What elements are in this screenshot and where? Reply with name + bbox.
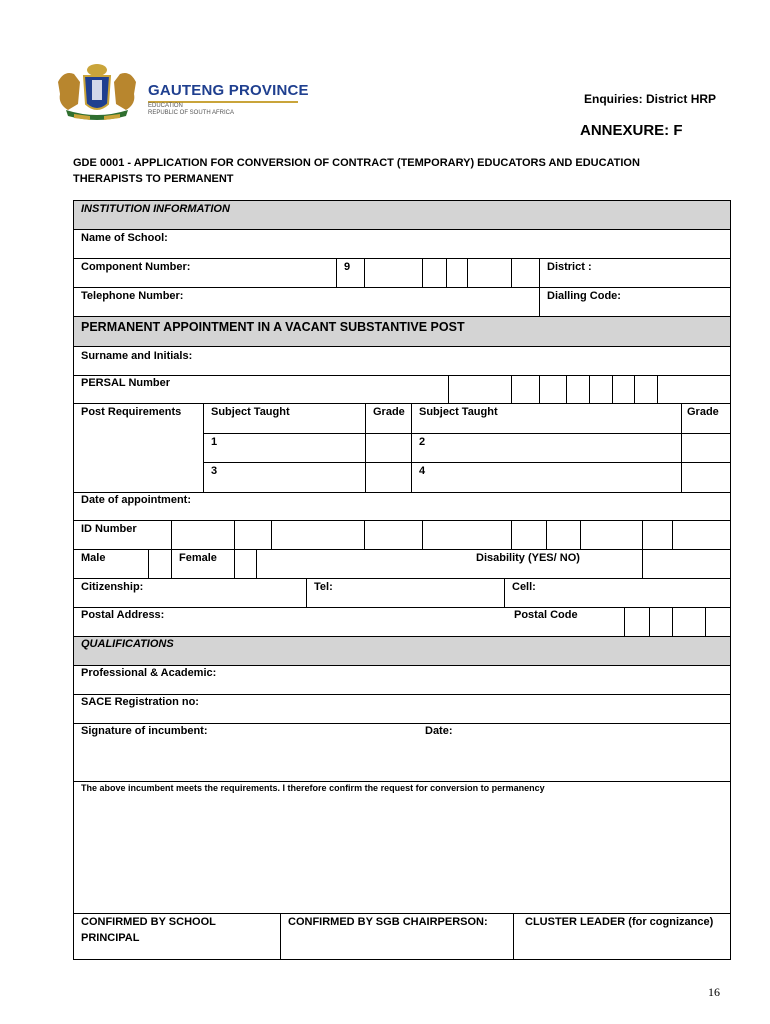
grade-label-2: Grade xyxy=(687,406,719,418)
row-signatories xyxy=(74,914,730,959)
coat-of-arms-icon xyxy=(50,60,145,124)
row-professional[interactable] xyxy=(74,666,730,695)
subject-taught-label-2: Subject Taught xyxy=(419,406,498,418)
tel-label: Tel: xyxy=(314,581,333,593)
cluster-label: CLUSTER LEADER (for cognizance) xyxy=(525,916,714,928)
logo-name: GAUTENG PROVINCE xyxy=(148,82,309,99)
row-postal-address[interactable] xyxy=(74,608,730,637)
component-number-label: Component Number: xyxy=(81,261,191,273)
row-surname[interactable] xyxy=(74,347,730,376)
sgb-label: CONFIRMED BY SGB CHAIRPERSON: xyxy=(288,916,488,928)
male-label: Male xyxy=(81,552,106,564)
sgb-signature-box[interactable] xyxy=(513,914,514,959)
logo-line2: REPUBLIC OF SOUTH AFRICA xyxy=(148,110,235,116)
logo-line1: EDUCATION xyxy=(148,103,183,109)
surname-label: Surname and Initials: xyxy=(81,350,193,362)
name-of-school-label: Name of School: xyxy=(81,232,168,244)
subject-row-4[interactable]: 4 xyxy=(419,465,426,477)
gauteng-logo xyxy=(50,60,309,124)
section-qualifications-title: QUALIFICATIONS xyxy=(81,638,174,650)
form-title-line2: THERAPISTS TO PERMANENT xyxy=(73,173,234,185)
row-persal[interactable] xyxy=(74,376,730,404)
female-label: Female xyxy=(179,552,217,564)
cell-label: Cell: xyxy=(512,581,536,593)
section-institution xyxy=(74,201,730,230)
row-id-number[interactable] xyxy=(74,521,730,550)
persal-label: PERSAL Number xyxy=(81,377,171,389)
subject-row-2[interactable]: 2 xyxy=(419,436,426,448)
post-requirements-label: Post Requirements xyxy=(81,406,182,418)
block-post-requirements xyxy=(74,404,730,493)
grade-label-1: Grade xyxy=(373,406,405,418)
page-number: 16 xyxy=(708,985,720,999)
citizenship-label: Citizenship: xyxy=(81,581,144,593)
subject-row-3[interactable]: 3 xyxy=(211,465,218,477)
date-appointment-label: Date of appointment: xyxy=(81,494,191,506)
date-label: Date: xyxy=(425,725,453,737)
principal-label-line2: PRINCIPAL xyxy=(81,932,140,944)
principal-label-line1: CONFIRMED BY SCHOOL xyxy=(81,916,216,928)
row-citizenship[interactable] xyxy=(74,579,730,608)
row-gender-disability[interactable] xyxy=(74,550,730,579)
section-permanent xyxy=(74,317,730,347)
signature-label: Signature of incumbent: xyxy=(81,725,208,737)
district-label: District : xyxy=(547,261,592,273)
principal-signature-box[interactable] xyxy=(280,914,281,959)
application-form xyxy=(73,200,731,960)
subject-taught-label-1: Subject Taught xyxy=(211,406,290,418)
row-sace[interactable] xyxy=(74,695,730,724)
section-institution-title: INSTITUTION INFORMATION xyxy=(81,203,230,215)
row-date-of-appointment[interactable] xyxy=(74,493,730,521)
section-qualifications xyxy=(74,637,730,666)
enquiries: Enquiries: District HRP xyxy=(584,92,717,106)
component-prefix: 9 xyxy=(344,261,351,273)
row-telephone[interactable] xyxy=(74,288,730,317)
postal-code-label: Postal Code xyxy=(514,609,578,621)
form-title-line1: GDE 0001 - APPLICATION FOR CONVERSION OF CONTRACT (TEMPORARY) EDUCATORS AND EDUCATION xyxy=(73,157,640,169)
row-component-number[interactable] xyxy=(74,259,730,288)
annexure-heading: ANNEXURE: F xyxy=(580,122,683,139)
subject-row-1[interactable]: 1 xyxy=(211,436,218,448)
professional-label: Professional & Academic: xyxy=(81,667,217,679)
row-name-of-school[interactable] xyxy=(74,230,730,259)
disability-label: Disability (YES/ NO) xyxy=(476,552,580,564)
section-permanent-title: PERMANENT APPOINTMENT IN A VACANT SUBSTANTIVE POST xyxy=(81,320,465,334)
id-number-label: ID Number xyxy=(81,523,137,535)
postal-address-label: Postal Address: xyxy=(81,609,165,621)
row-confirmation[interactable] xyxy=(74,782,730,914)
dialling-code-label: Dialling Code: xyxy=(547,290,621,302)
row-signature[interactable] xyxy=(74,724,730,782)
telephone-number-label: Telephone Number: xyxy=(81,290,184,302)
confirm-statement: The above incumbent meets the requirements. I therefore confirm the request for conversion to permanency xyxy=(81,783,545,793)
sace-label: SACE Registration no: xyxy=(81,696,199,708)
